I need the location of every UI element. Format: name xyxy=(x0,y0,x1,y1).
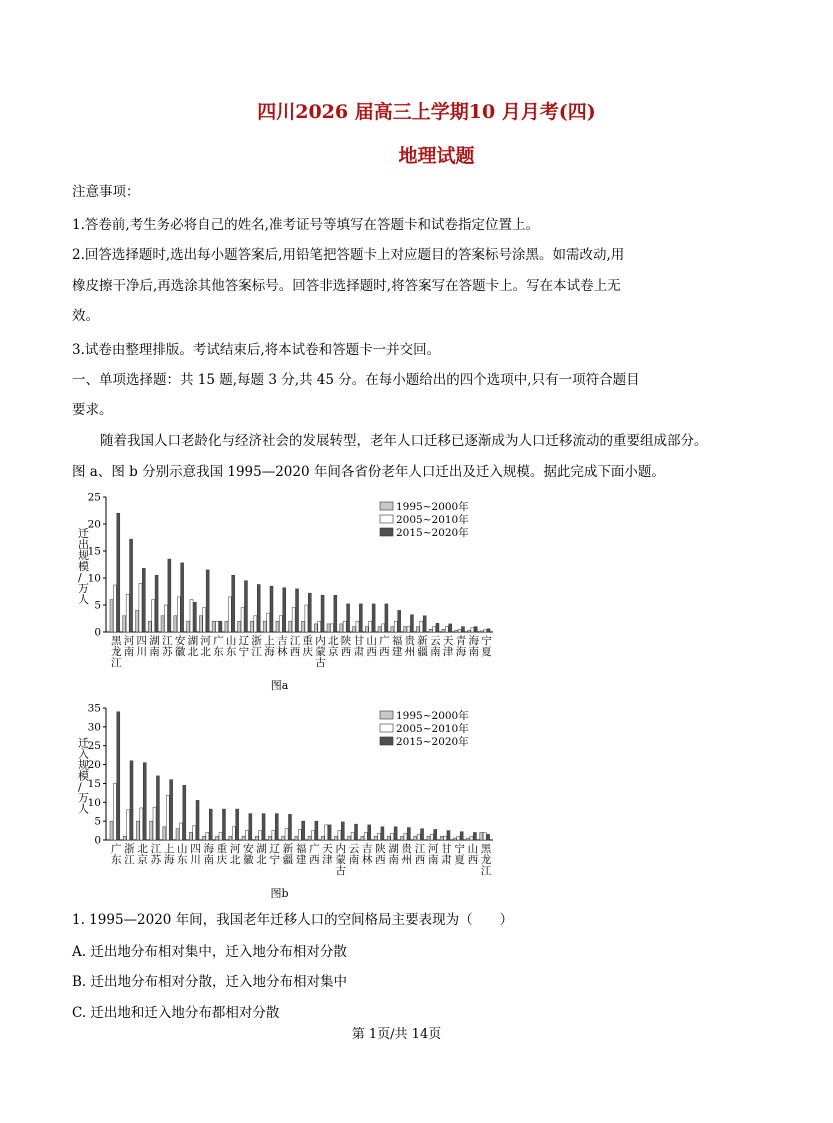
bar xyxy=(343,621,346,632)
bar xyxy=(203,608,206,632)
bar xyxy=(202,836,205,840)
bar xyxy=(123,616,126,632)
legend-swatch xyxy=(380,737,393,745)
bar xyxy=(470,836,473,840)
x-tick-label: 甘肃 xyxy=(353,635,365,658)
bar xyxy=(480,631,483,632)
section-heading: 一、单项选择题：共 15 题,每题 3 分,共 45 分。在每小题给出的四个选项中,只有一项符合题目 xyxy=(72,372,640,388)
y-tick-label: 10 xyxy=(87,796,101,809)
bar xyxy=(250,621,253,632)
bar xyxy=(401,836,404,840)
bar xyxy=(453,838,456,840)
bar xyxy=(440,836,443,840)
section-heading-cont: 要求。 xyxy=(72,402,113,418)
bar xyxy=(302,621,305,632)
x-tick-label: 福建 xyxy=(391,635,403,658)
bar xyxy=(382,624,385,632)
x-tick-label: 福建 xyxy=(295,843,307,866)
x-tick-label: 山西 xyxy=(366,635,377,658)
x-tick-label: 安徽 xyxy=(174,635,186,658)
x-tick-label: 北京 xyxy=(137,843,148,866)
bar xyxy=(216,621,219,632)
legend-label: 2005~2010年 xyxy=(396,514,469,526)
bar xyxy=(328,825,331,840)
bar xyxy=(391,833,394,840)
y-tick-label: 20 xyxy=(87,759,101,772)
bar xyxy=(113,783,116,840)
bar xyxy=(387,836,390,840)
x-tick-label: 河南 xyxy=(427,843,439,866)
bar xyxy=(206,570,209,632)
bar xyxy=(193,602,196,632)
bar xyxy=(155,575,158,632)
x-tick-label: 内蒙古 xyxy=(335,843,347,877)
bar xyxy=(126,594,129,632)
bar xyxy=(254,616,257,632)
bar xyxy=(410,615,413,632)
notice-item-2a: 2.回答选择题时,选出每小题答案后,用铅笔把答题卡上对应题目的答案标号涂黑。如需改动,用 xyxy=(72,247,625,263)
bar xyxy=(334,595,337,632)
chart-a xyxy=(68,486,492,692)
bar xyxy=(391,627,394,632)
x-tick-label: 宁夏 xyxy=(481,635,492,658)
bar xyxy=(444,836,447,840)
bar xyxy=(417,834,420,840)
legend-swatch xyxy=(380,528,393,536)
x-tick-label: 山西 xyxy=(467,843,479,866)
x-tick-label: 云南 xyxy=(430,635,441,658)
legend-label: 2015~2020年 xyxy=(396,736,469,748)
x-tick-label: 湖北 xyxy=(256,843,267,866)
bar xyxy=(321,595,324,632)
bar xyxy=(298,829,301,840)
bar xyxy=(232,827,235,840)
x-tick-label: 浙江 xyxy=(251,635,262,658)
x-tick-label: 河北 xyxy=(200,635,211,658)
bar xyxy=(199,616,202,632)
y-tick-label: 20 xyxy=(87,518,101,531)
chart-caption: 图b xyxy=(270,887,289,900)
bar xyxy=(142,568,145,632)
bar xyxy=(473,832,476,840)
bar xyxy=(262,814,265,840)
bar xyxy=(312,831,315,840)
chart-b xyxy=(68,697,492,902)
x-tick-label: 天津 xyxy=(322,843,333,866)
bar xyxy=(283,588,286,632)
bar xyxy=(404,833,407,840)
x-tick-label: 上海 xyxy=(163,843,175,866)
x-tick-label: 贵州 xyxy=(404,635,416,658)
bar xyxy=(241,608,244,632)
bar xyxy=(348,836,351,840)
bar xyxy=(433,627,436,632)
bar xyxy=(436,623,439,632)
bar xyxy=(368,825,371,840)
bar xyxy=(295,836,298,840)
bar xyxy=(232,575,235,632)
bar xyxy=(404,627,407,632)
notice-item-2c: 效。 xyxy=(72,308,99,324)
bar xyxy=(365,627,368,632)
bar xyxy=(308,836,311,840)
bar xyxy=(190,600,193,632)
bar xyxy=(282,836,285,840)
bar xyxy=(229,836,232,840)
bar xyxy=(272,831,275,840)
bar xyxy=(416,627,419,632)
bar xyxy=(255,836,258,840)
bar xyxy=(341,822,344,840)
bar xyxy=(447,831,450,840)
bar xyxy=(181,563,184,632)
legend-swatch xyxy=(380,711,393,719)
x-tick-label: 广西 xyxy=(309,843,320,866)
bar xyxy=(394,827,397,840)
bar xyxy=(276,621,279,632)
notice-item-2b: 橡皮擦干净后,再选涂其他答案标号。回答非选择题时,将答案写在答题卡上。写在本试卷上无 xyxy=(72,278,621,294)
option-c: C. 迁出地和迁入地分布都相对分散 xyxy=(72,1005,280,1021)
x-tick-label: 天津 xyxy=(442,635,454,658)
bar xyxy=(315,821,318,840)
bar xyxy=(420,621,423,632)
bar xyxy=(139,583,142,632)
bar xyxy=(351,832,354,840)
x-tick-label: 四川 xyxy=(136,635,148,658)
bar xyxy=(222,809,225,840)
bar xyxy=(259,831,262,840)
bar xyxy=(378,627,381,632)
bar xyxy=(216,836,219,840)
bar xyxy=(394,621,397,632)
bar xyxy=(458,629,461,632)
bar xyxy=(150,821,153,840)
bar xyxy=(140,808,143,840)
option-a: A. 迁出地分布相对集中，迁入地分布相对分散 xyxy=(72,944,347,960)
bar xyxy=(429,629,432,632)
x-tick-label: 内蒙古 xyxy=(315,635,326,669)
y-tick-label: 5 xyxy=(94,815,101,828)
bar xyxy=(127,810,130,840)
x-tick-label: 广东 xyxy=(111,843,122,866)
legend-swatch xyxy=(380,502,393,510)
x-tick-label: 山东 xyxy=(225,635,237,658)
y-axis-label: 迁入规模/万人 xyxy=(78,736,89,816)
x-tick-label: 广西 xyxy=(379,635,390,658)
bar xyxy=(480,832,483,840)
bar xyxy=(361,836,364,840)
bar xyxy=(483,832,486,840)
bar xyxy=(123,836,126,840)
bar xyxy=(110,600,113,632)
bar xyxy=(174,616,177,632)
bar xyxy=(219,621,222,632)
x-tick-label: 黑龙江 xyxy=(480,843,492,877)
bar xyxy=(113,585,116,632)
bar xyxy=(359,604,362,632)
bar xyxy=(305,605,308,632)
bar xyxy=(364,832,367,840)
bar xyxy=(474,627,477,632)
exam-title: 四川2026 届高三上学期10 月月考(四) xyxy=(257,101,596,123)
bar xyxy=(484,630,487,632)
question-1: 1. 1995—2020 年间，我国老年迁移人口的空间格局主要表现为（ ） xyxy=(72,912,514,928)
bar xyxy=(130,539,133,632)
x-tick-label: 新疆 xyxy=(417,635,428,658)
bar xyxy=(153,807,156,840)
bar xyxy=(189,832,192,840)
bar xyxy=(423,616,426,632)
x-tick-label: 浙江 xyxy=(124,843,135,866)
x-tick-label: 山东 xyxy=(177,843,188,866)
bar xyxy=(314,624,317,632)
x-tick-label: 河北 xyxy=(229,843,241,866)
bar xyxy=(130,761,133,840)
bar xyxy=(467,838,470,840)
x-tick-label: 陕西 xyxy=(375,843,386,866)
y-tick-label: 35 xyxy=(87,702,101,715)
x-tick-label: 重庆 xyxy=(216,843,228,866)
bar xyxy=(318,621,321,632)
bar xyxy=(296,589,299,632)
x-tick-label: 辽宁 xyxy=(238,635,250,658)
bar xyxy=(321,836,324,840)
bar xyxy=(161,616,164,632)
bar xyxy=(164,605,167,632)
x-tick-label: 广东 xyxy=(213,635,224,658)
bar xyxy=(289,621,292,632)
bar xyxy=(369,621,372,632)
x-tick-label: 海南 xyxy=(203,843,214,866)
bar xyxy=(275,814,278,840)
bar xyxy=(117,513,120,632)
notice-heading: 注意事项： xyxy=(72,184,140,200)
bar xyxy=(460,832,463,840)
bar xyxy=(398,610,401,632)
bar xyxy=(338,831,341,840)
bar xyxy=(148,621,151,632)
x-tick-label: 宁夏 xyxy=(454,843,465,866)
bar xyxy=(288,814,291,840)
bar xyxy=(449,624,452,632)
bar xyxy=(183,785,186,840)
bar xyxy=(228,597,231,632)
x-tick-label: 四川 xyxy=(190,843,201,866)
bar xyxy=(308,593,311,632)
exam-subtitle: 地理试题 xyxy=(398,145,475,167)
bar xyxy=(206,832,209,840)
bar xyxy=(372,604,375,632)
chart-caption: 图a xyxy=(270,679,289,692)
bar xyxy=(462,627,465,632)
bar xyxy=(163,827,166,840)
y-tick-label: 5 xyxy=(94,599,101,612)
bar xyxy=(136,610,139,632)
x-tick-label: 湖北 xyxy=(187,635,199,658)
bar xyxy=(445,627,448,632)
bar xyxy=(196,800,199,840)
x-tick-label: 湖南 xyxy=(388,843,399,866)
bar xyxy=(136,821,139,840)
bar xyxy=(421,829,424,840)
legend-label: 1995~2000年 xyxy=(396,710,469,722)
bar xyxy=(170,780,173,840)
page-footer: 第 1页/共 14页 xyxy=(351,1027,442,1042)
x-tick-label: 吉林 xyxy=(276,635,288,658)
legend-swatch xyxy=(380,724,393,732)
x-tick-label: 江苏 xyxy=(150,843,162,866)
bar xyxy=(238,621,241,632)
bar xyxy=(249,814,252,840)
bar xyxy=(434,829,437,840)
x-tick-label: 安徽 xyxy=(243,843,254,866)
x-tick-label: 新疆 xyxy=(282,843,294,866)
bar xyxy=(156,776,159,840)
notice-item-3: 3.试卷由整理排版。考试结束后,将本试卷和答题卡一并交回。 xyxy=(72,342,441,358)
x-tick-label: 陕西 xyxy=(340,635,352,658)
y-tick-label: 15 xyxy=(87,545,101,558)
bar xyxy=(117,712,120,840)
bar xyxy=(467,630,470,632)
bar xyxy=(270,586,273,632)
bar xyxy=(279,616,282,632)
x-tick-label: 上海 xyxy=(264,635,275,658)
bar xyxy=(455,630,458,632)
bar xyxy=(325,825,328,840)
legend-label: 1995~2000年 xyxy=(396,501,469,513)
x-tick-label: 青海 xyxy=(455,635,467,658)
bar xyxy=(187,621,190,632)
y-tick-label: 30 xyxy=(87,721,101,734)
intro-paragraph-cont: 图 a、图 b 分别示意我国 1995—2020 年间各省份老年人口迁出及迁入规模。据此完成下面小题。 xyxy=(72,464,665,480)
x-tick-label: 重庆 xyxy=(302,635,313,658)
x-tick-label: 黑龙江 xyxy=(111,635,122,669)
x-tick-label: 湖南 xyxy=(149,635,160,658)
bar xyxy=(244,581,247,632)
bar xyxy=(212,621,215,632)
bar xyxy=(209,809,212,840)
y-tick-label: 10 xyxy=(87,572,101,585)
bar xyxy=(385,604,388,632)
bar xyxy=(302,821,305,840)
bar xyxy=(285,829,288,840)
bar xyxy=(143,763,146,840)
y-tick-label: 25 xyxy=(87,740,101,753)
legend-label: 2005~2010年 xyxy=(396,723,469,735)
bar xyxy=(257,584,260,632)
bar xyxy=(378,833,381,840)
bar xyxy=(487,629,490,632)
bar xyxy=(457,836,460,840)
bar xyxy=(335,836,338,840)
bar xyxy=(353,627,356,632)
bar xyxy=(263,621,266,632)
bar xyxy=(236,809,239,840)
x-tick-label: 海南 xyxy=(468,635,479,658)
bar xyxy=(166,795,169,840)
bar xyxy=(487,834,490,840)
x-tick-label: 江苏 xyxy=(162,635,173,658)
bar xyxy=(168,559,171,632)
bar xyxy=(355,824,358,840)
y-tick-label: 25 xyxy=(87,491,101,504)
bar xyxy=(268,836,271,840)
bar xyxy=(347,604,350,632)
option-b: B. 迁出地分布相对分散，迁入地分布相对集中 xyxy=(72,974,348,990)
bar xyxy=(267,613,270,632)
bar xyxy=(407,627,410,632)
bar xyxy=(176,829,179,840)
x-tick-label: 江西 xyxy=(289,635,301,658)
bar xyxy=(193,826,196,840)
x-tick-label: 贵州 xyxy=(401,843,413,866)
bar xyxy=(242,836,245,840)
bar xyxy=(177,597,180,632)
y-tick-label: 0 xyxy=(94,834,101,847)
bar xyxy=(442,629,445,632)
bar xyxy=(110,821,113,840)
y-tick-label: 0 xyxy=(94,626,101,639)
bar xyxy=(340,624,343,632)
bar xyxy=(471,628,474,632)
x-tick-label: 河南 xyxy=(123,635,135,658)
bar xyxy=(414,836,417,840)
notice-item-1: 1.答卷前,考生务必将自己的姓名,准考证号等填写在答题卡和试卷指定位置上。 xyxy=(72,217,539,233)
bar xyxy=(327,624,330,632)
x-tick-label: 甘肃 xyxy=(441,843,452,866)
bar xyxy=(430,834,433,840)
bar xyxy=(219,832,222,840)
bar xyxy=(245,831,248,840)
bar xyxy=(225,621,228,632)
bar xyxy=(179,823,182,840)
bar xyxy=(292,608,295,632)
x-tick-label: 江西 xyxy=(414,843,426,866)
x-tick-label: 北京 xyxy=(328,635,339,658)
legend-label: 2015~2020年 xyxy=(396,527,469,539)
y-axis-label: 迁出规模/万人 xyxy=(78,527,89,606)
bar xyxy=(330,624,333,632)
legend-swatch xyxy=(380,515,393,523)
bar xyxy=(407,828,410,840)
intro-paragraph: 随着我国人口老龄化与经济社会的发展转型，老年人口迁移已逐渐成为人口迁移流动的重要组成部分。 xyxy=(100,433,708,449)
y-tick-label: 15 xyxy=(87,777,101,790)
bar xyxy=(152,600,155,632)
bar xyxy=(427,836,430,840)
x-tick-label: 辽宁 xyxy=(269,843,280,866)
x-tick-label: 云南 xyxy=(348,843,360,866)
x-tick-label: 吉林 xyxy=(361,843,373,866)
bar xyxy=(374,836,377,840)
bar xyxy=(356,621,359,632)
bar xyxy=(381,827,384,840)
